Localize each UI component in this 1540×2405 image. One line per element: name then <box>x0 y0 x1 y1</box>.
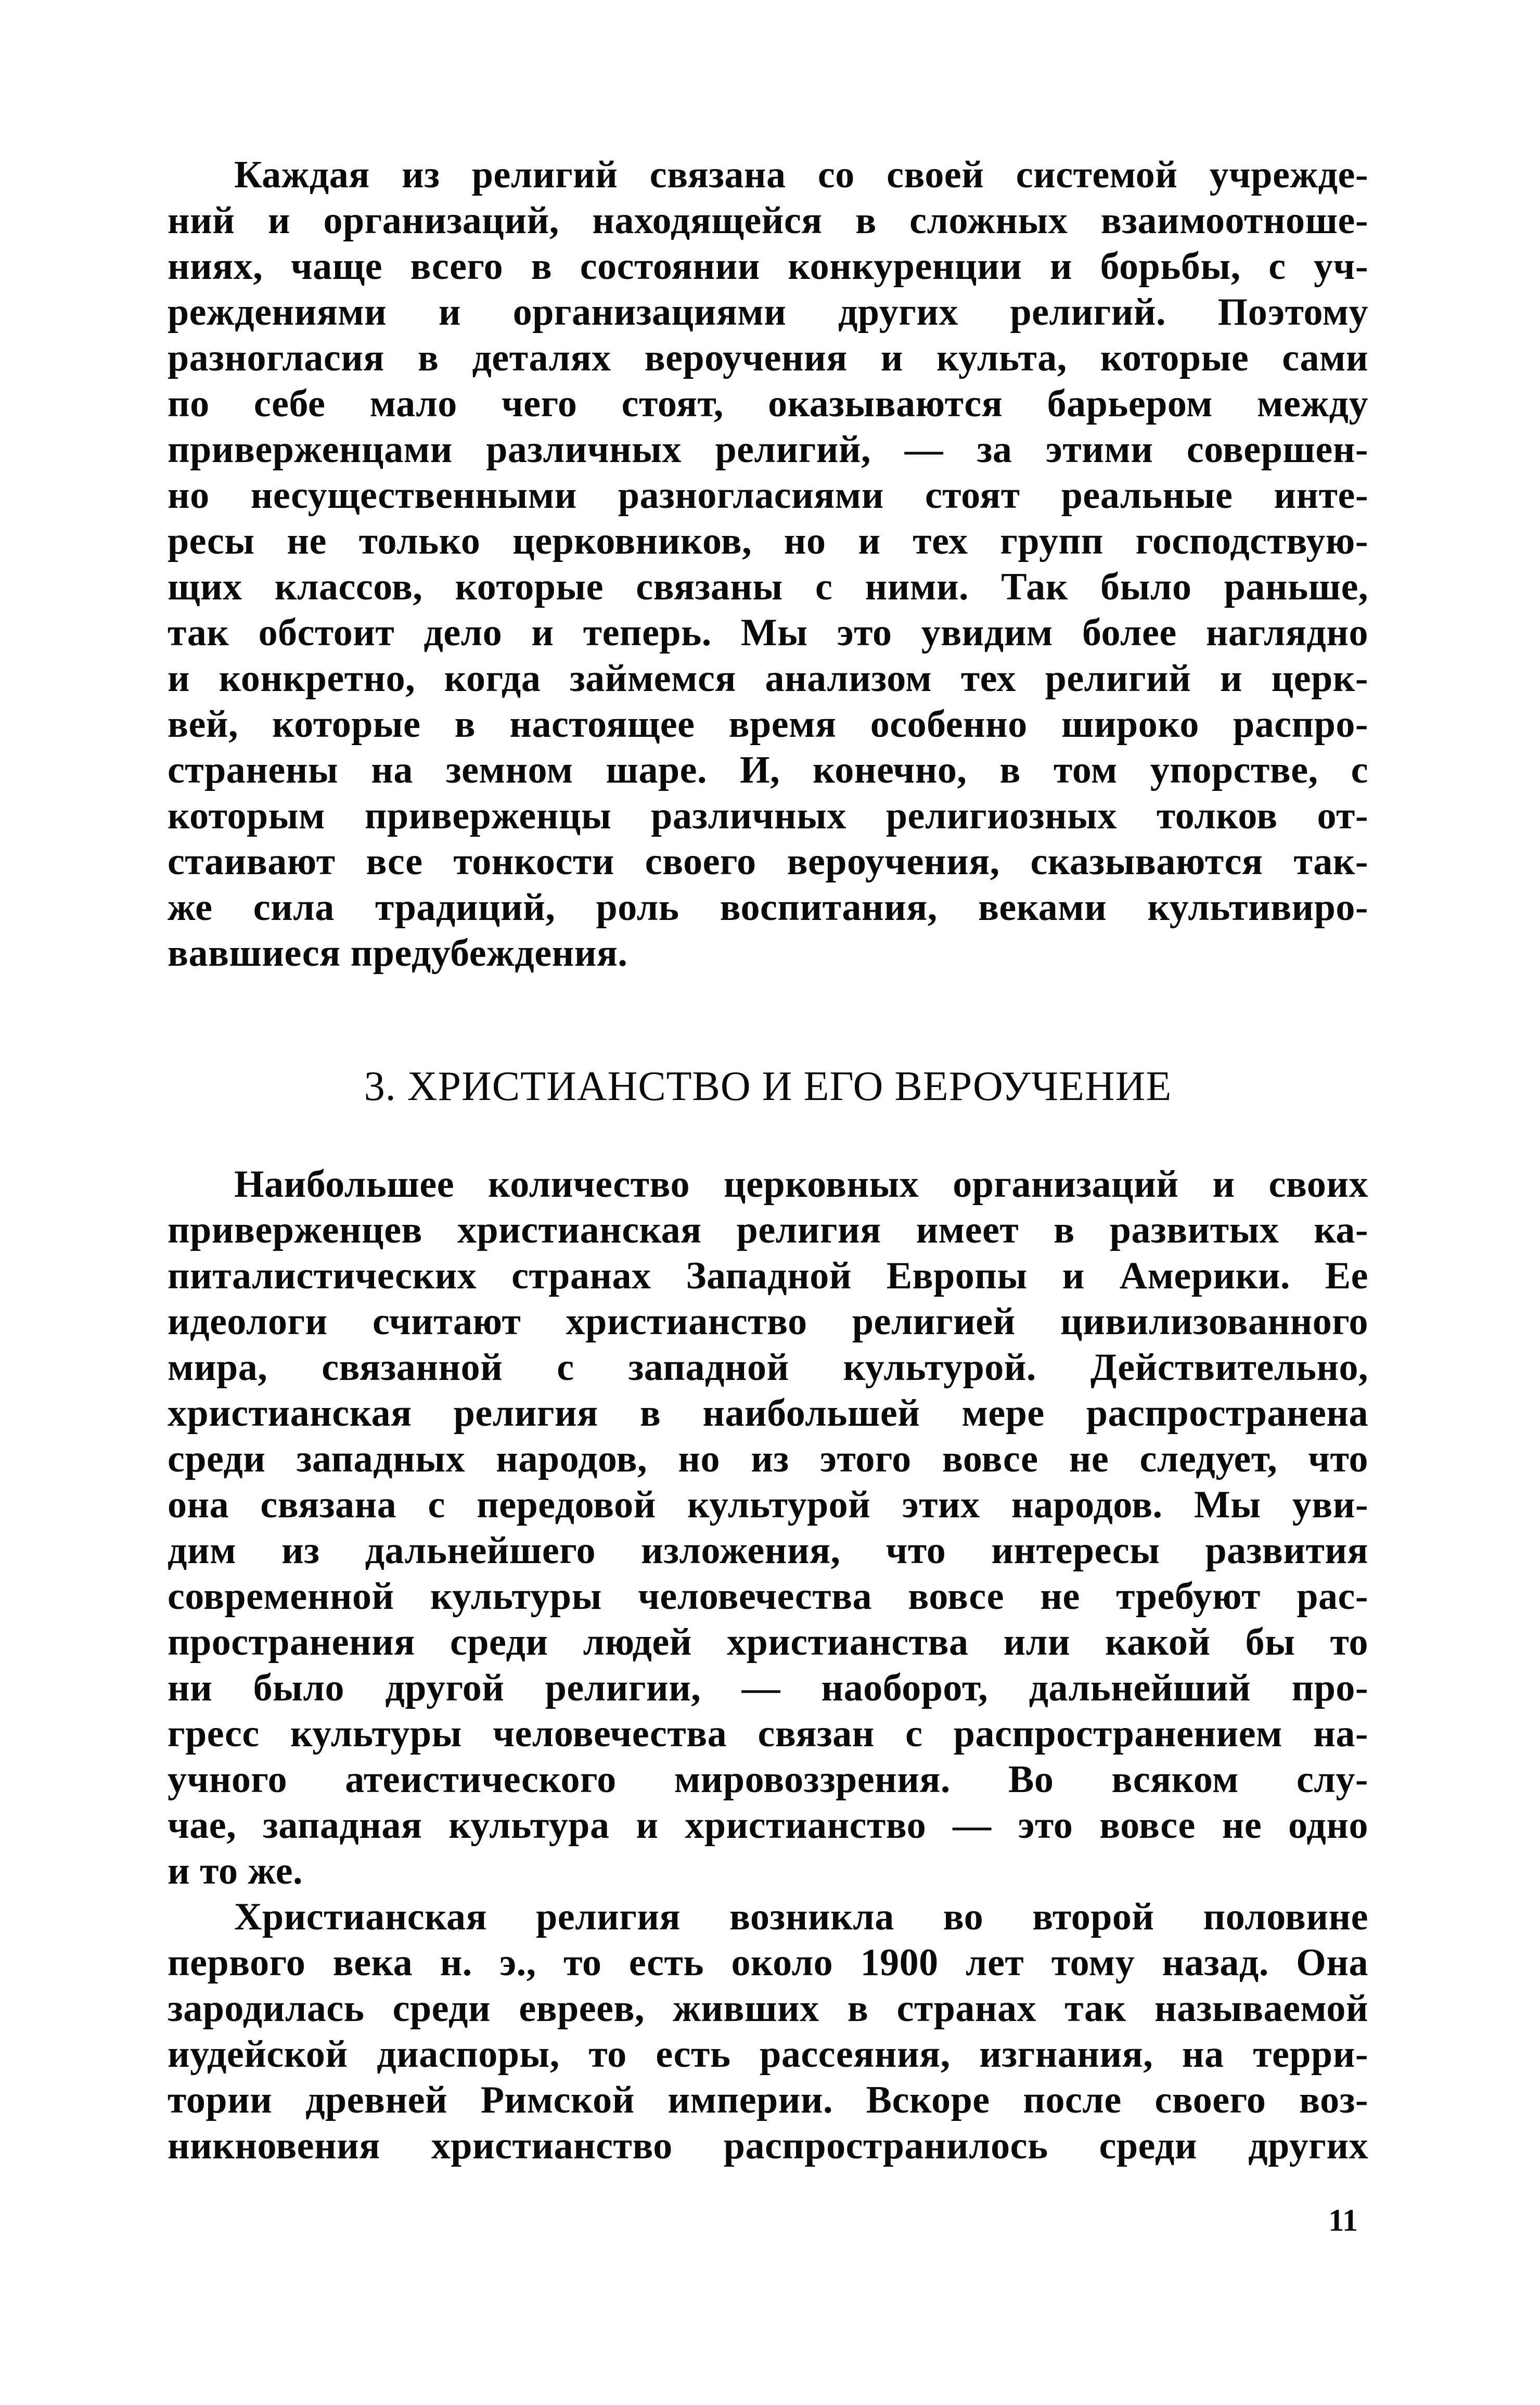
text-line: ний и организаций, находящейся в сложных взаимоотноше- <box>168 199 1368 242</box>
text-line: реждениями и организациями других религий. Поэтому <box>168 291 1368 334</box>
text-line: вей, которые в настоящее время особенно широко распро- <box>168 703 1368 746</box>
text-line: ни было другой религии, — наоборот, дальнейший про- <box>168 1667 1368 1709</box>
text-line: ресы не только церковников, но и тех групп господствую- <box>168 520 1368 562</box>
text-line: странены на земном шаре. И, конечно, в том упорстве, с <box>168 749 1368 791</box>
text-line: пространения среди людей христианства или какой бы то <box>168 1621 1368 1664</box>
paragraph-religions-institutions <box>168 152 1368 976</box>
page-number: 11 <box>1328 2203 1358 2237</box>
text-line: Наибольшее количество церковных организаций и своих <box>234 1163 1368 1206</box>
text-line: первого века н. э., то есть около 1900 лет тому назад. Она <box>168 1941 1368 1984</box>
text-line: иудейской диаспоры, то есть рассеяния, изгнания, на терри- <box>168 2033 1368 2076</box>
paragraph-christianity-origin <box>168 1894 1368 2169</box>
text-line: современной культуры человечества вовсе не требуют рас- <box>168 1575 1368 1618</box>
text-line: гресс культуры человечества связан с распространением на- <box>168 1712 1368 1755</box>
text-line: зародилась среди евреев, живших в странах так называемой <box>168 1987 1368 2030</box>
text-line: и конкретно, когда займемся анализом тех религий и церк- <box>168 657 1368 700</box>
text-line: приверженцев христианская религия имеет в развитых ка- <box>168 1209 1368 1251</box>
text-line: вавшиеся предубеждения. <box>168 932 628 975</box>
section-heading: 3. ХРИСТИАНСТВО И ЕГО ВЕРОУЧЕНИЕ <box>364 1064 1172 1109</box>
text-line: приверженцами различных религий, — за этими совершен- <box>168 428 1368 471</box>
text-line: тории древней Римской империи. Вскоре после своего воз- <box>168 2079 1368 2121</box>
text-line: стаивают все тонкости своего вероучения, сказываются так- <box>168 840 1368 883</box>
text-line: питалистических странах Западной Европы и Америки. Ее <box>168 1255 1368 1297</box>
text-line: щих классов, которые связаны с ними. Так было раньше, <box>168 566 1368 608</box>
text-line: Христианская религия возникла во второй половине <box>234 1896 1368 1938</box>
text-line: разногласия в деталях вероучения и культа, которые сами <box>168 337 1368 379</box>
text-line: Каждая из религий связана со своей системой учрежде- <box>234 153 1368 196</box>
text-line: никновения христианство распространилось среди других <box>168 2125 1368 2167</box>
text-line: и то же. <box>168 1850 303 1892</box>
paragraph-christianity-spread <box>168 1161 1368 1894</box>
text-line: ниях, чаще всего в состоянии конкуренции и борьбы, с уч- <box>168 245 1368 288</box>
text-line: мира, связанной с западной культурой. Действительно, <box>168 1346 1368 1389</box>
text-line: она связана с передовой культурой этих народов. Мы уви- <box>168 1483 1368 1526</box>
text-line: христианская религия в наибольшей мере распространена <box>168 1392 1368 1435</box>
text-line: же сила традиций, роль воспитания, веками культивиро- <box>168 886 1368 929</box>
text-line: идеологи считают христианство религией цивилизованного <box>168 1300 1368 1343</box>
text-line: но несущественными разногласиями стоят реальные инте- <box>168 474 1368 517</box>
text-line: дим из дальнейшего изложения, что интересы развития <box>168 1529 1368 1572</box>
text-line: чае, западная культура и христианство — это вовсе не одно <box>168 1804 1368 1847</box>
text-line: которым приверженцы различных религиозных толков от- <box>168 795 1368 837</box>
text-line: по себе мало чего стоят, оказываются барьером между <box>168 382 1368 425</box>
text-line: среди западных народов, но из этого вовсе не следует, что <box>168 1438 1368 1480</box>
text-line: так обстоит дело и теперь. Мы это увидим более наглядно <box>168 611 1368 654</box>
text-line: учного атеистического мировоззрения. Во всяком слу- <box>168 1758 1368 1801</box>
